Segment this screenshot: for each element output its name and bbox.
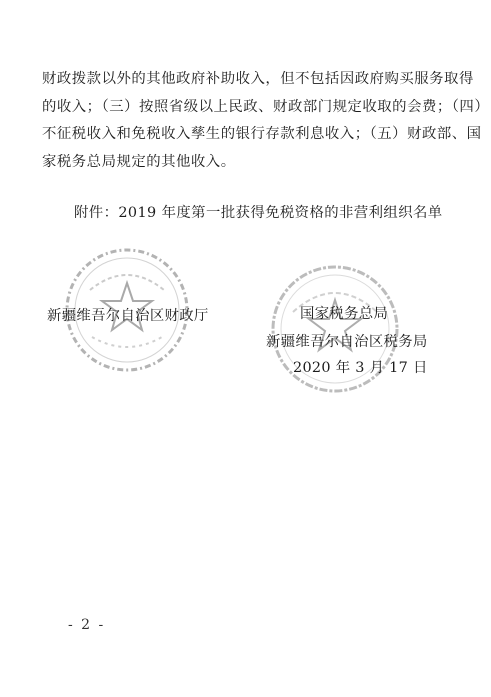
signatory-right-line1: 国家税务总局 bbox=[300, 306, 389, 322]
signatory-left: 新疆维吾尔自治区财政厅 bbox=[47, 308, 209, 324]
signatory-right-line2: 新疆维吾尔自治区税务局 bbox=[266, 334, 428, 350]
body-line: 不征税收入和免税收入孳生的银行存款利息收入；（五）财政部、国 bbox=[42, 126, 482, 142]
attachment-note: 附件：2019 年度第一批获得免税资格的非营利组织名单 bbox=[74, 205, 443, 221]
page-number: - 2 - bbox=[68, 617, 106, 633]
body-line: 的收入；（三）按照省级以上民政、财政部门规定收取的会费；（四） bbox=[42, 98, 490, 115]
body-paragraph bbox=[42, 66, 490, 176]
issue-date: 2020 年 3 月 17 日 bbox=[293, 360, 428, 376]
body-line: 财政拨款以外的其他政府补助收入，但不包括因政府购买服务取得 bbox=[42, 71, 474, 87]
body-line: 家税务总局规定的其他收入。 bbox=[42, 153, 236, 170]
